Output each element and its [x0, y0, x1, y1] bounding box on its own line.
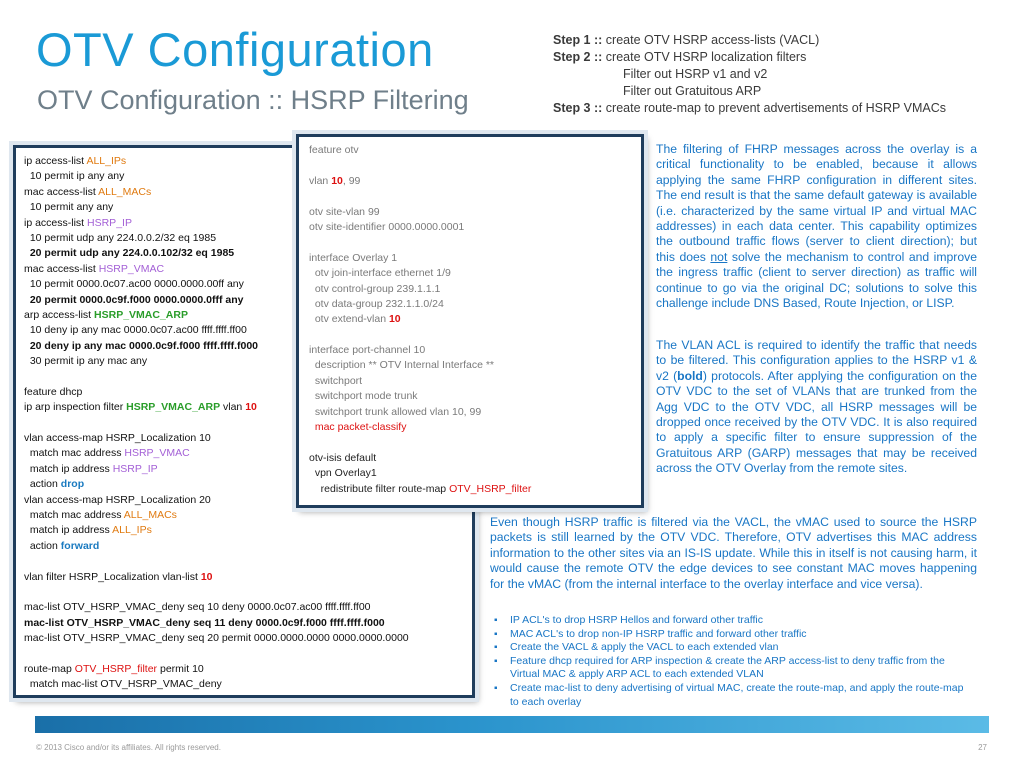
list-item: ▪ MAC ACL's to drop non-IP HSRP traffic and forward other traffic: [494, 628, 974, 642]
blank-line: [309, 189, 631, 204]
code-line: otv-isis default: [309, 451, 377, 464]
code-line: ip arp inspection filter HSRP_VMAC_ARP vlan 10: [24, 401, 257, 414]
code-line: 10 permit any any: [24, 201, 114, 214]
code-line: match ip address ALL_IPs: [24, 524, 152, 537]
step-1-text: create OTV HSRP access-lists (VACL): [602, 33, 820, 47]
step-3-text: create route-map to prevent advertisements of HSRP VMACs: [602, 101, 946, 115]
code-line: mac packet-classify: [309, 421, 407, 434]
step-2-text: create OTV HSRP localization filters: [602, 50, 807, 64]
code-line: description ** OTV Internal Interface **: [309, 359, 495, 372]
code-line: match mac-list OTV_HSRP_VMAC_deny: [24, 678, 222, 691]
list-item: ▪ IP ACL's to drop HSRP Hellos and forward other traffic: [494, 614, 974, 628]
blank-line: [309, 235, 631, 250]
code-line: ip access-list HSRP_IP: [24, 216, 132, 229]
code-line: vpn Overlay1: [309, 467, 377, 480]
blank-line: [309, 328, 631, 343]
code-line: redistribute filter route-map OTV_HSRP_filter: [309, 482, 532, 495]
list-item: ▪ Create mac-list to deny advertising of virtual MAC, create the route-map, and apply the route-map to each overlay: [494, 682, 974, 709]
code-line: interface port-channel 10: [309, 344, 426, 357]
code-line: otv join-interface ethernet 1/9: [309, 267, 451, 280]
list-item: ▪ Create the VACL & apply the VACL to each extended vlan: [494, 641, 974, 655]
code-line: otv data-group 232.1.1.0/24: [309, 297, 444, 310]
fhrp-filtering-paragraph: The filtering of FHRP messages across the overlay is a critical functionality to be enabled, because it allows applying the same FHRP configuration in different sites. The end result is that the same default gateway is available (i.e. characterized by the same virtual IP and virtual MAC addresses) in each data center. This capability optimizes the outbound traffic flows (server to client direction); but this does not solve the mechanism to control and improve the ingress traffic (client to server direction) as traffic will continue to go via the original DC; solutions to solve this challenge include DNS Based, Route Injection, or LISP.: [656, 142, 977, 311]
code-line: mac-list OTV_HSRP_VMAC_deny seq 11 deny 0000.0c9f.f000 ffff.ffff.f000: [24, 616, 385, 629]
code-line: arp access-list HSRP_VMAC_ARP: [24, 308, 188, 321]
step-3: [553, 100, 946, 117]
code-line: switchport: [309, 374, 363, 387]
code-line: otv control-group 239.1.1.1: [309, 282, 441, 295]
code-line: action drop: [24, 478, 85, 491]
steps-list: [553, 32, 946, 117]
code-line: feature otv: [309, 144, 359, 156]
code-line: vlan 10, 99: [309, 174, 361, 187]
code-line: switchport mode trunk: [309, 390, 418, 403]
blank-line: [24, 585, 464, 600]
code-line: switchport trunk allowed vlan 10, 99: [309, 405, 482, 418]
code-line: 30 permit ip any mac any: [24, 355, 148, 368]
code-line: 20 deny ip any mac 0000.0c9f.f000 ffff.ffff.f000: [24, 339, 259, 352]
blank-line: [24, 647, 464, 662]
code-line: 20 permit 0000.0c9f.f000 0000.0000.0fff any: [24, 293, 244, 306]
step-3-label: Step 3 ::: [553, 101, 603, 115]
code-line: route-map OTV_HSRP_filter permit 10: [24, 662, 204, 675]
step-2-sub-2: Filter out Gratuitous ARP: [623, 84, 762, 98]
code-line: 10 permit udp any 224.0.0.2/32 eq 1985: [24, 231, 217, 244]
code-line: 10 permit ip any any: [24, 170, 125, 183]
code-line: 10 permit 0000.0c07.ac00 0000.0000.00ff any: [24, 278, 244, 291]
code-line: ip access-list ALL_IPs: [24, 155, 127, 167]
step-2: [553, 49, 946, 66]
code-line: action forward: [24, 539, 100, 552]
code-line: mac access-list ALL_MACs: [24, 185, 152, 198]
code-line: interface Overlay 1: [309, 251, 398, 264]
otv-config-box: [296, 134, 644, 508]
code-line: 10 deny ip any mac 0000.0c07.ac00 ffff.ffff.ff00: [24, 324, 247, 337]
step-2-label: Step 2 ::: [553, 50, 603, 64]
copyright-footer: © 2013 Cisco and/or its affiliates. All rights reserved.: [36, 743, 221, 752]
footer-accent-bar: [35, 716, 989, 733]
code-line: mac access-list HSRP_VMAC: [24, 262, 165, 275]
code-line: match ip address HSRP_IP: [24, 462, 158, 475]
step-1-label: Step 1 ::: [553, 33, 603, 47]
page-number: 27: [978, 743, 987, 752]
code-line: vlan access-map HSRP_Localization 10: [24, 432, 211, 445]
summary-bullet-list: [494, 614, 974, 709]
list-item: ▪ Feature dhcp required for ARP inspection & create the ARP access-list to deny traffic from the Virtual MAC & apply ARP ACL to each extended VLAN: [494, 655, 974, 682]
code-line: mac-list OTV_HSRP_VMAC_deny seq 20 permit 0000.0000.0000 0000.0000.0000: [24, 632, 409, 645]
code-line: vlan filter HSRP_Localization vlan-list 10: [24, 570, 213, 583]
step-2-sub-1: Filter out HSRP v1 and v2: [623, 67, 768, 81]
code-line: feature dhcp: [24, 385, 83, 398]
code-line: otv site-identifier 0000.0000.0001: [309, 220, 465, 233]
code-line: 20 permit udp any 224.0.0.102/32 eq 1985: [24, 247, 235, 260]
vmac-paragraph: Even though HSRP traffic is filtered via the VACL, the vMAC used to source the HSRP packets is still learned by the OTV VDC. Therefore, OTV advertises this MAC address information to the other sites via an IS-IS update. While this in itself is not causing harm, it would cause the remote OTV the edge devices to see constant MAC moves happening for the vMAC (from the internal interface to the overlay interface and vice versa).: [490, 515, 977, 591]
step-1: [553, 32, 946, 49]
slide-title: OTV Configuration: [36, 23, 434, 76]
blank-line: [309, 158, 631, 173]
code-line: vlan access-map HSRP_Localization 20: [24, 493, 211, 506]
blank-line: [309, 435, 631, 450]
slide-subtitle: OTV Configuration :: HSRP Filtering: [37, 85, 469, 115]
blank-line: [24, 554, 464, 569]
code-line: match mac address ALL_MACs: [24, 508, 177, 521]
code-line: otv extend-vlan 10: [309, 313, 401, 326]
code-line: match mac address HSRP_VMAC: [24, 447, 190, 460]
code-line: mac-list OTV_HSRP_VMAC_deny seq 10 deny 0000.0c07.ac00 ffff.ffff.ff00: [24, 601, 371, 614]
code-line: otv site-vlan 99: [309, 205, 380, 218]
vlan-acl-paragraph: The VLAN ACL is required to identify the traffic that needs to be filtered. This configuration applies to the HSRP v1 & v2 (bold) protocols. After applying the configuration on the OTV VDC to the set of VLANs that are trunked from the Agg VDC to the OTV VDC, all HSRP messages will be dropped once received by the OTV VDC. It is also required to apply a specific filter to ensure suppression of the Gratuitous ARP (GARP) messages that may be received across the OTV Overlay from the remote sites.: [656, 338, 977, 476]
